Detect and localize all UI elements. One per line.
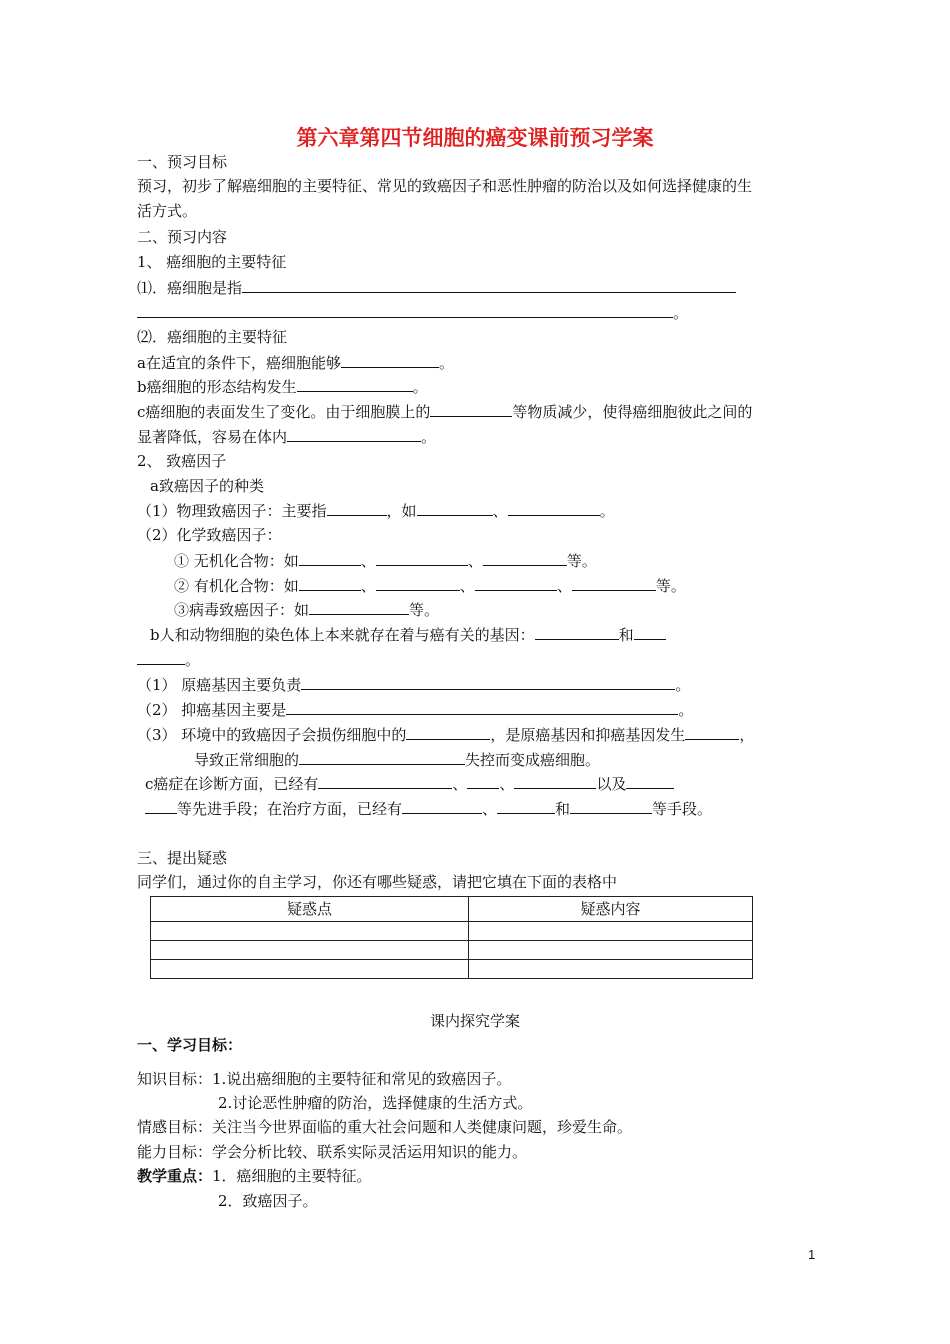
feature-c-pre-2: 显著降低，容易在体内 — [137, 428, 288, 446]
feature-c-blank-1 — [430, 401, 512, 417]
inorganic-blank-3 — [483, 550, 567, 566]
table-row — [151, 960, 753, 979]
diagnosis-blank-4 — [626, 773, 674, 789]
diagnosis-blank-2 — [467, 773, 499, 789]
table-cell[interactable] — [469, 941, 753, 960]
emotion-goal-line — [137, 1117, 632, 1137]
definition-blank-2 — [137, 302, 673, 318]
feature-c-blank-2 — [287, 426, 421, 442]
organic-blank-1 — [299, 575, 361, 591]
lead-line: 导致正常细胞的 失控而变成癌细胞。 — [194, 751, 601, 769]
definition-line — [137, 277, 736, 298]
genes-blank-1 — [535, 624, 619, 640]
chemical-carcinogen-heading: （2）化学致癌因子： — [137, 526, 282, 544]
page-title: 第六章第四节细胞的癌变课前预习学案 — [296, 126, 654, 150]
table-cell[interactable] — [151, 922, 469, 941]
knowledge-goal-line — [137, 1069, 511, 1089]
organic-blank-3 — [475, 575, 557, 591]
teaching-focus-1: 1．癌细胞的主要特征。 — [212, 1167, 372, 1185]
period: 。 — [673, 304, 689, 322]
physical-carcinogen-line: （1）物理致癌因子：主要指 ，如 、 。 — [137, 502, 615, 520]
section-1-body-line2: 活方式。 — [137, 202, 198, 220]
ability-goal: 学会分析比较、联系实际灵活运用知识的能力。 — [212, 1143, 528, 1161]
ability-goal-line — [137, 1142, 527, 1162]
part-2-heading: 课内探究学案 — [429, 1012, 520, 1030]
organic-blank-4 — [572, 575, 656, 591]
diagnosis-blank-3 — [514, 773, 596, 789]
definition-blank — [242, 277, 736, 293]
genes-line: b人和动物细胞的染色体上本来就存在着与癌有关的基因： 和 — [150, 624, 666, 645]
physical-blank-3 — [508, 500, 600, 516]
table-cell[interactable] — [469, 922, 753, 941]
questions-table — [150, 896, 753, 979]
knowledge-goal-1: 1.说出癌细胞的主要特征和常见的致癌因子。 — [212, 1070, 512, 1088]
carcinogen-types: a致癌因子的种类 — [150, 477, 264, 495]
feature-a-blank — [341, 352, 439, 368]
emotion-goal: 关注当今世界面临的重大社会问题和人类健康问题，珍爱生命。 — [212, 1118, 633, 1136]
section-1-body-line1: 预习，初步了解癌细胞的主要特征、常见的致癌因子和恶性肿瘤的防治以及如何选择健康的生 — [137, 177, 753, 195]
teaching-focus-line — [137, 1166, 372, 1186]
teaching-focus-label: 教学重点： — [137, 1167, 213, 1185]
table-header-point: 疑惑点 — [151, 897, 469, 922]
proto-oncogene-blank — [301, 674, 675, 690]
physical-blank-2 — [417, 500, 493, 516]
knowledge-goal-2: 2.讨论恶性肿瘤的防治，选择健康的生活方式。 — [218, 1094, 533, 1112]
table-cell[interactable] — [469, 960, 753, 979]
learning-goals-heading: 一、学习目标： — [137, 1036, 243, 1054]
table-cell[interactable] — [151, 960, 469, 979]
organic-line: ② 有机化合物：如 、 、 、 等。 — [174, 577, 686, 595]
ability-goal-label: 能力目标： — [137, 1143, 213, 1161]
environment-line: （3） 环境中的致癌因子会损伤细胞中的 ，是原癌基因和抑癌基因发生 ， — [137, 726, 755, 744]
feature-a-label: a在适宜的条件下，癌细胞能够 — [137, 354, 341, 372]
virus-line: ③病毒致癌因子：如 等。 — [174, 601, 440, 619]
diagnosis-line: c癌症在诊断方面，已经有 、 、 以及 — [145, 773, 674, 794]
table-header-row — [151, 897, 753, 922]
feature-c-line-1 — [137, 401, 752, 422]
table-header-content: 疑惑内容 — [469, 897, 753, 922]
physical-blank-1 — [327, 500, 387, 516]
table-row — [151, 922, 753, 941]
treatment-blank-0 — [145, 798, 177, 814]
genes-line-2: 。 — [137, 649, 200, 670]
feature-b-label: b癌细胞的形态结构发生 — [137, 378, 297, 396]
knowledge-goal-label: 知识目标： — [137, 1070, 213, 1088]
tumor-suppressor-blank — [286, 699, 678, 715]
emotion-goal-label: 情感目标： — [137, 1118, 213, 1136]
feature-c-post: 等物质减少，使得癌细胞彼此之间的 — [512, 403, 753, 421]
item-1-heading: 1、 癌细胞的主要特征 — [137, 253, 287, 271]
features-heading: ⑵．癌细胞的主要特征 — [137, 328, 288, 346]
treatment-blank-2 — [497, 798, 555, 814]
inorganic-blank-2 — [376, 550, 468, 566]
treatment-blank-3 — [570, 798, 652, 814]
section-3-body: 同学们，通过你的自主学习，你还有哪些疑惑，请把它填在下面的表格中 — [137, 873, 618, 891]
feature-c-line-2: 显著降低，容易在体内 。 — [137, 428, 437, 446]
feature-a-line: a在适宜的条件下，癌细胞能够 。 — [137, 354, 454, 372]
item-2-heading: 2、 致癌因子 — [137, 452, 227, 470]
inorganic-line: ① 无机化合物：如 、 、 等。 — [174, 552, 597, 570]
virus-blank — [309, 599, 409, 615]
section-3-heading: 三、提出疑惑 — [137, 849, 228, 867]
proto-oncogene-line: （1） 原癌基因主要负责 。 — [137, 676, 691, 694]
genes-blank-3 — [137, 649, 185, 665]
section-1-heading: 一、预习目标 — [137, 153, 228, 171]
environment-blank-1 — [406, 724, 490, 740]
tumor-suppressor-line: （2） 抑癌基因主要是 。 — [137, 701, 694, 719]
definition-label: ⑴．癌细胞是指 — [137, 279, 243, 297]
feature-c-pre: c癌细胞的表面发生了变化。由于细胞膜上的 — [137, 403, 431, 421]
genes-blank-2 — [634, 624, 666, 640]
table-row — [151, 941, 753, 960]
environment-blank-2 — [685, 724, 739, 740]
feature-b-line: b癌细胞的形态结构发生 。 — [137, 378, 428, 396]
organic-blank-2 — [376, 575, 460, 591]
page-number: 1 — [808, 1247, 816, 1262]
treatment-line: 等先进手段；在治疗方面，已经有 、 和 等手段。 — [145, 798, 712, 819]
inorganic-blank-1 — [299, 550, 361, 566]
lead-blank — [299, 749, 465, 765]
treatment-blank-1 — [402, 798, 482, 814]
teaching-focus-2: 2．致癌因子。 — [218, 1192, 318, 1210]
feature-b-blank — [297, 376, 413, 392]
definition-line-2 — [137, 302, 688, 323]
table-cell[interactable] — [151, 941, 469, 960]
diagnosis-blank-1 — [318, 773, 452, 789]
section-2-heading: 二、预习内容 — [137, 228, 228, 246]
